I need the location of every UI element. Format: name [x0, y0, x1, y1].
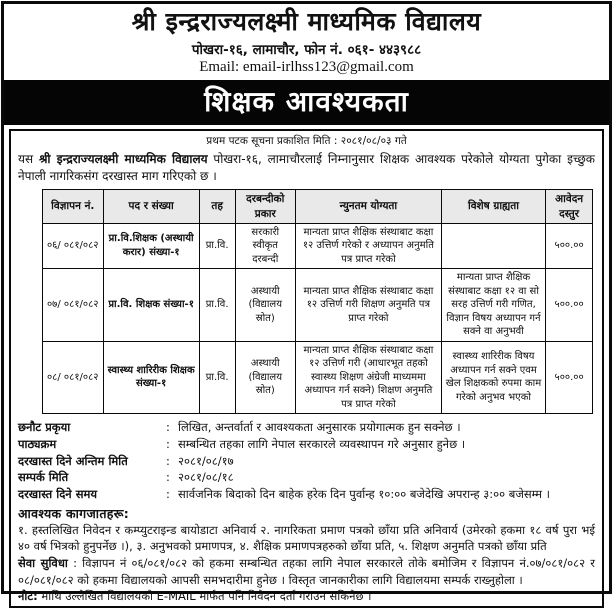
detail-row-application-time [18, 486, 595, 503]
note-text: माथि उल्लेखित विद्यालयको E-MAIL मार्फत पनि निवेदन दर्ता गराउन सकिनेछ । [37, 588, 372, 603]
outer-frame [1, 1, 612, 603]
col-header-min-qual: न्युनतम योग्यता [296, 190, 442, 223]
detail-colon: : [166, 436, 170, 451]
cell-min-qual: मान्यता प्राप्त शैक्षिक संस्थाबाट कक्षा १२ उत्तिर्ण गरेको र अध्यापन अनुमति पत्र प्राप्त गरेको [296, 223, 442, 269]
published-date-line: प्रथम पटक सूचना प्रकाशित मिति : २०८१/०८/०३ गते [206, 134, 407, 147]
banner-title: शिक्षक आवश्यकता [204, 84, 409, 118]
cell-fee: ५००.०० [546, 269, 593, 342]
notice-body [9, 129, 604, 608]
detail-colon: : [166, 453, 170, 468]
intro-prefix: यस [18, 151, 39, 166]
detail-row-curriculum [18, 436, 595, 453]
detail-label: दरखास्त दिने अन्तिम मिति [18, 453, 128, 468]
detail-value: २०८१/०८/१८ [178, 470, 234, 485]
col-header-special: विशेष ग्राह्यता [441, 190, 546, 223]
details-list [18, 419, 595, 502]
intro-rest: पोखरा-१६, लामाचौरलाई निम्नानुसार शिक्षक आवश्यक परेकोले योग्यता पुगेका इच्छुक नेपाली नागरिकसंग दरखास्त माग गरिएको छ । [18, 151, 596, 183]
table-row [43, 341, 593, 414]
intro-paragraph [18, 151, 595, 185]
service-colon: : [73, 556, 77, 571]
cell-special: मान्यता प्राप्त शैक्षिक संस्थाबाट कक्षा १२ वा सो सरह उत्तिर्ण गरी गणित, विज्ञान विषय अध्यापन गर्न सक्ने वा अनुभवी [441, 269, 546, 342]
detail-value: २०८१/०८/१७ [178, 453, 234, 468]
col-header-fee: आवेदन दस्तुर [546, 190, 593, 223]
cell-level: प्रा.वि. [199, 269, 235, 342]
detail-value: लिखित, अन्तर्वार्ता र आवश्यकता अनुसारक प्रयोगात्मक हुन सक्नेछ । [178, 420, 461, 435]
detail-row-deadline [18, 453, 595, 470]
cell-ad-no: ०६/ ०८१/०८२ [43, 223, 104, 269]
cell-ad-no: ०७/ ०८१/०८२ [43, 269, 104, 342]
detail-colon: : [166, 420, 170, 435]
detail-row-contact-date [18, 469, 595, 486]
cell-special: स्वास्थ्य शारिरीक विषय अध्यापन गर्न सक्ने एवम खेल शिक्षकको रुपमा काम गरेको अनुभव भएको [441, 341, 546, 414]
detail-value: सार्वजनिक बिदाको दिन बाहेक हरेक दिन पुर्वान्ह १०:०० बजेदेखि अपरान्ह ३:०० बजेसम्म । [178, 486, 550, 501]
vacancy-table [42, 189, 593, 414]
table-row [43, 223, 593, 269]
cell-level: प्रा.वि. [199, 223, 235, 269]
cell-type: अस्थायी (विद्यालय स्रोत) [235, 341, 296, 414]
vacancy-banner [4, 80, 609, 125]
intro-school-name: श्री इन्द्रराज्यलक्ष्मी माध्यमिक विद्यालय [38, 151, 208, 166]
detail-row-selection-process [18, 419, 595, 436]
col-header-position: पद र संख्या [103, 190, 199, 223]
cell-position: प्रा.वि.शिक्षक (अस्थायी करार) संख्या-१ [103, 223, 199, 269]
detail-label: दरखास्त दिने समय [18, 486, 98, 501]
service-facility-line [18, 555, 595, 588]
documents-text: १. हस्तलिखित निवेदन र कम्प्युटराइन्ड बायोडाटा अनिवार्य २. नागरिकता प्रमाण पत्रको छाँया प्रति अनिवार्य (उमेरको हकमा १८ वर्ष पुरा भई ४० वर्ष भित्रको हुनुपर्नेछ ।), ३. अनुभवको प्रमाणपत्र, ४. शैक्षिक प्रमाणपत्रहरुको छाँया प्रति, ५. शिक्षण अनुमति पत्रको छाँया प्रति [18, 522, 595, 553]
detail-label: पाठ्यक्रम [18, 436, 57, 451]
table-row [43, 269, 593, 342]
cell-fee: ५००.०० [546, 223, 593, 269]
cell-type: अस्थायी (विद्यालय स्रोत) [235, 269, 296, 342]
service-text: विज्ञापन नं ०६/०८१/०८२ को हकमा सम्बन्धित तहका लागि नेपाल सरकारले तोके बमोजिम र विज्ञापन नं.०७/०८१/०८२ र ०८/०८१/०८२ को हकमा विद्यालयको आपसी समभदारीमा हुनेछ । विस्तृत जानकारीका लागि विद्यालयमा सम्पर्क राख्नुहोला । [18, 556, 596, 587]
col-header-ad-no: विज्ञापन नं. [43, 190, 104, 223]
cell-ad-no: ०८/ ०८१/०८२ [43, 341, 104, 414]
cell-fee: ५००.०० [546, 341, 593, 414]
detail-label: छनौट प्रकृया [18, 420, 71, 435]
detail-colon: : [166, 486, 170, 501]
note-line [18, 588, 595, 604]
cell-position: स्वास्थ्य शारिरीक शिक्षक संख्या-१ [103, 341, 199, 414]
cell-position: प्रा.वि. शिक्षक संख्या-१ [103, 269, 199, 342]
cell-level: प्रा.वि. [199, 341, 235, 414]
table-header-row [43, 190, 593, 223]
detail-value: सम्बन्धित तहका लागि नेपाल सरकारले व्यवस्थापन गरे अनुसार हुनेछ । [178, 436, 466, 451]
cell-special [441, 223, 546, 269]
detail-label: सम्पर्क मिति [18, 470, 69, 485]
documents-heading: आवश्यक कागजातहरू: [18, 505, 130, 521]
school-address: पोखरा-१६, लामाचौर, फोन नं. ०६१- ४४३९८८ [191, 41, 422, 58]
service-label: सेवा सुविधा [18, 556, 68, 571]
col-header-level: तह [199, 190, 235, 223]
school-email: Email: email-irlhss123@gmail.com [199, 58, 414, 75]
col-header-type: दरबन्दीको प्रकार [235, 190, 296, 223]
cell-min-qual: मान्यता प्राप्त शैक्षिक संस्थाबाट कक्षा १२ उत्तिर्ण गरी (आधारभूत तहको स्वास्थ्य शिक्षण अंग्रेजी माध्यममा अध्यापन गर्न सक्ने) शिक्षण अनुमति पत्र प्राप्त गरेको [296, 341, 442, 414]
school-name: श्री इन्द्रराज्यलक्ष्मी माध्यमिक विद्यालय [131, 7, 482, 36]
school-header [4, 4, 609, 80]
note-label: नोट: [18, 588, 38, 603]
detail-colon: : [166, 470, 170, 485]
cell-min-qual: मान्यता प्राप्त शैक्षिक संस्थाबाट कक्षा १२ उत्तिर्ण गरी शिक्षण अनुमति पत्र प्राप्त गरेको [296, 269, 442, 342]
cell-type: सरकारी स्वीकृत दरबन्दी [235, 223, 296, 269]
